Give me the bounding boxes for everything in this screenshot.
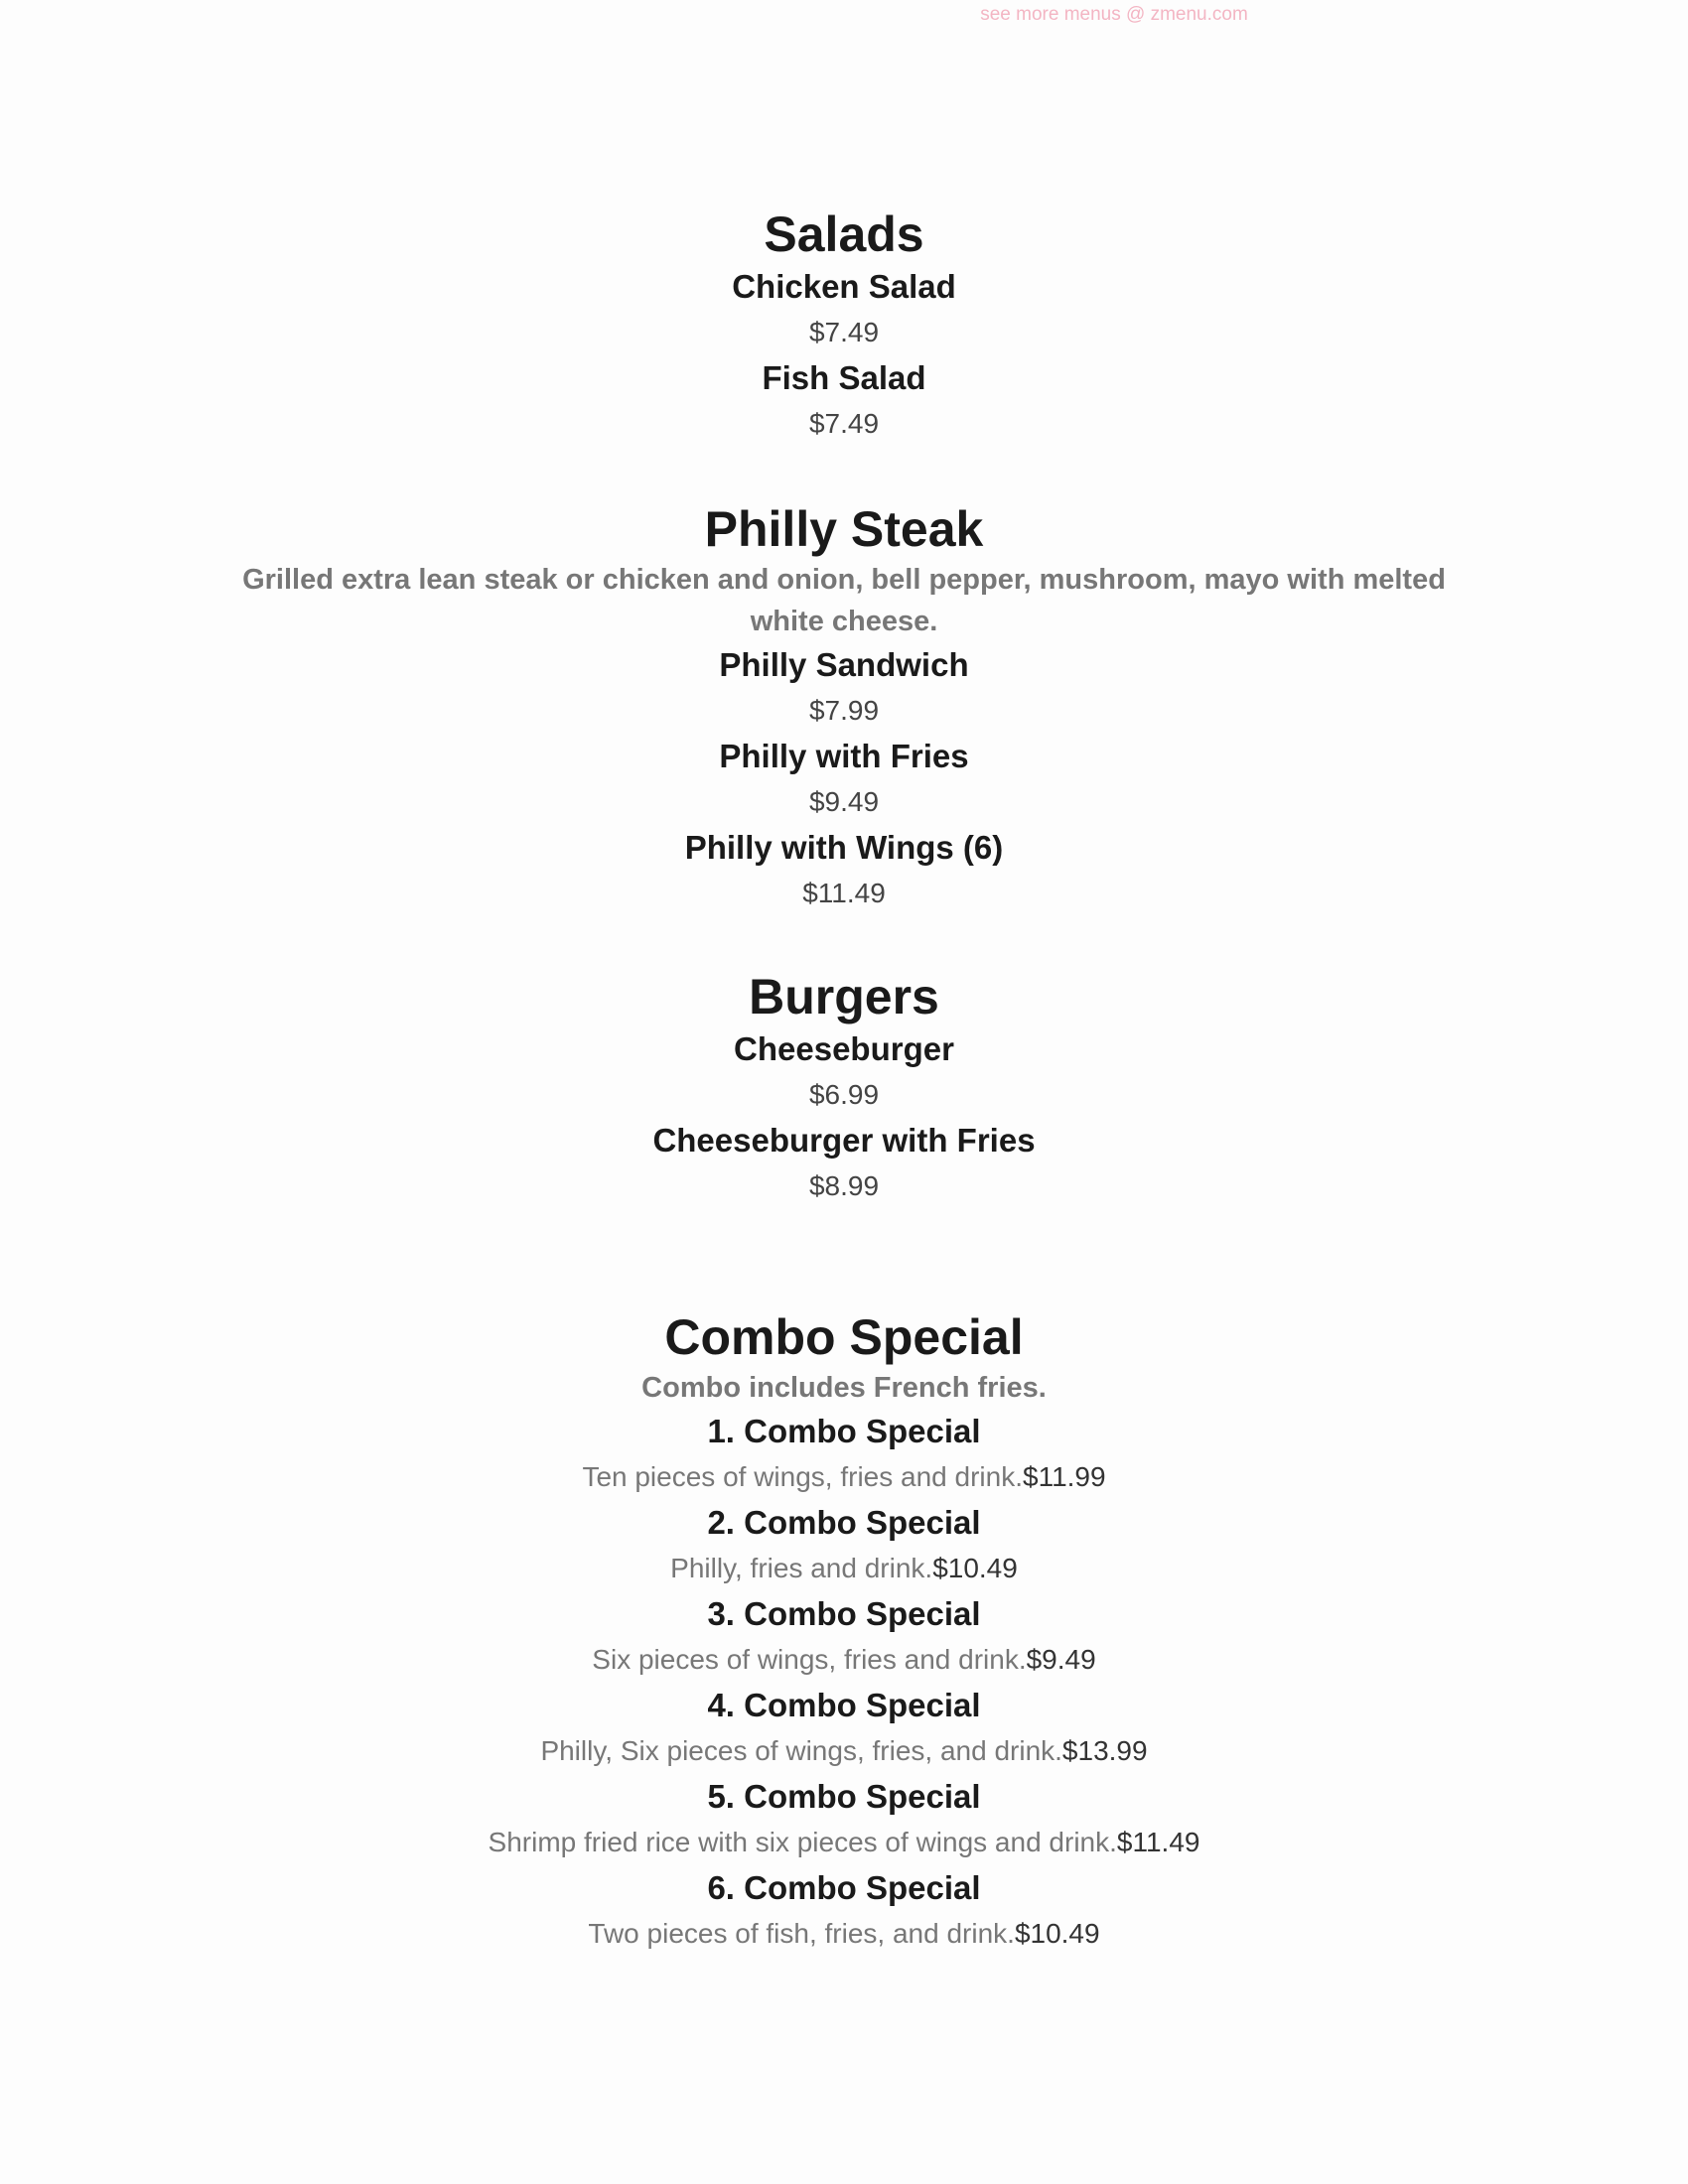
- menu-item-price: $7.49: [808, 317, 880, 347]
- menu-item-price: $11.49: [802, 878, 886, 908]
- menu-item-name: 6. Combo Special: [707, 1869, 981, 1906]
- section-philly-steak: [0, 499, 1688, 916]
- menu-item-name: Philly with Wings (6): [684, 829, 1004, 866]
- section-description: Grilled extra lean steak or chicken and onion, bell pepper, mushroom, mayo with melted white cheese.: [242, 564, 1446, 637]
- section-combo-special: [0, 1307, 1688, 1957]
- menu-item-detail: [0, 1820, 1688, 1865]
- menu-item-name: Chicken Salad: [732, 268, 956, 305]
- menu-item-detail: [0, 1911, 1688, 1957]
- menu-item-description: Ten pieces of wings, fries and drink.: [582, 1461, 1023, 1492]
- menu-item-price: $13.99: [1061, 1735, 1148, 1766]
- watermark-link[interactable]: see more menus @ zmenu.com: [980, 4, 1248, 25]
- section-burgers: [0, 967, 1688, 1209]
- section-salads: [0, 205, 1688, 447]
- menu-item-description: Two pieces of fish, fries, and drink.: [588, 1918, 1015, 1949]
- menu-item-name: 3. Combo Special: [707, 1595, 981, 1632]
- menu-item-detail: [0, 1454, 1688, 1500]
- menu-item-name: Philly with Fries: [719, 738, 969, 774]
- menu-item-name: Philly Sandwich: [719, 646, 969, 683]
- menu-item-description: Shrimp fried rice with six pieces of wings and drink.: [488, 1827, 1117, 1857]
- menu-item-name: 2. Combo Special: [707, 1504, 981, 1541]
- menu-item-price: $10.49: [1014, 1918, 1100, 1949]
- menu-item-price: $9.49: [1026, 1644, 1096, 1675]
- menu-item-price: $7.99: [808, 695, 880, 726]
- menu-item-description: Philly, Six pieces of wings, fries, and drink.: [540, 1735, 1062, 1766]
- section-description: Combo includes French fries.: [641, 1372, 1047, 1404]
- menu-item-description: Philly, fries and drink.: [670, 1553, 933, 1583]
- menu-item-price: $11.99: [1023, 1461, 1106, 1492]
- menu-item-price: $11.49: [1116, 1827, 1200, 1857]
- menu-item-name: Fish Salad: [762, 359, 926, 396]
- menu-item-price: $8.99: [808, 1170, 880, 1201]
- menu-item-price: $9.49: [808, 786, 880, 817]
- section-title-burgers: Burgers: [749, 969, 939, 1024]
- menu-item-price: $10.49: [932, 1553, 1018, 1583]
- menu-item-price: $6.99: [808, 1079, 880, 1110]
- menu-item-detail: [0, 1546, 1688, 1591]
- menu-item-name: 4. Combo Special: [707, 1687, 981, 1723]
- section-title-philly-steak: Philly Steak: [704, 501, 984, 557]
- menu-item-detail: [0, 1637, 1688, 1683]
- menu-item-name: 5. Combo Special: [707, 1778, 981, 1815]
- section-title-combo-special: Combo Special: [664, 1309, 1024, 1365]
- section-title-salads: Salads: [764, 206, 924, 262]
- menu-item-name: Cheeseburger with Fries: [652, 1122, 1036, 1159]
- menu-item-name: 1. Combo Special: [707, 1413, 981, 1449]
- menu-item-detail: [0, 1728, 1688, 1774]
- menu-item-price: $7.49: [808, 408, 880, 439]
- menu-item-name: Cheeseburger: [734, 1030, 954, 1067]
- menu-item-description: Six pieces of wings, fries and drink.: [592, 1644, 1027, 1675]
